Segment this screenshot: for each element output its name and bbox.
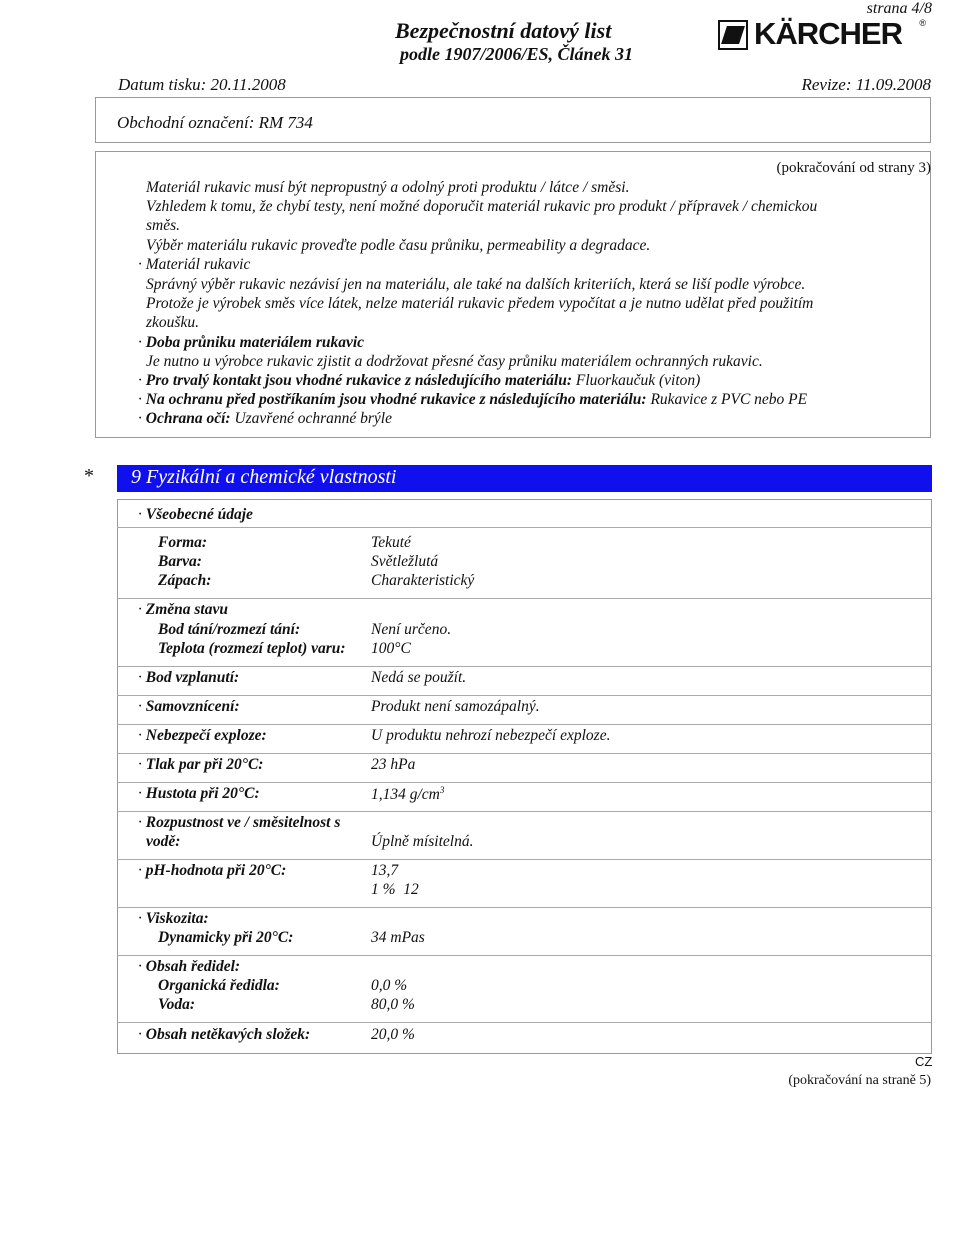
nonvolatile-label: · Obsah netěkavých složek: [138,1026,311,1043]
language-code: CZ [915,1054,933,1069]
trade-name: Obchodní označení: RM 734 [117,113,313,132]
glove-material-text: Správný výběr rukavic nezávisí jen na materiálu, ale také na dalších kriteriích, která se liší podle výrobce. [146,276,806,293]
viscosity-heading-text: Viskozita: [145,910,209,927]
dynamic-viscosity-value: 34 mPas [371,929,425,946]
viscosity-heading: · Viskozita: [138,910,209,927]
flash-point-label-text: Bod vzplanutí: [145,669,240,686]
divider [117,666,932,667]
solvent-heading: · Obsah ředidel: [138,958,241,975]
karcher-logo [718,16,926,51]
state-change-heading: · Změna stavu [138,601,228,618]
solvent-heading-text: Obsah ředidel: [145,958,241,975]
divider [117,1022,932,1023]
solubility-value: Úplně mísitelná. [371,833,474,850]
self-ignition-label: · Samovznícení: [138,698,240,715]
karcher-logo-icon [718,20,748,50]
water-value: 80,0 % [371,996,415,1013]
gloves-text-line: Vzhledem k tomu, že chybí testy, není možné doporučit materiál rukavic pro produkt / přípravek / chemickou [146,198,818,215]
density-label-text: Hustota při 20°C: [145,785,260,802]
divider [117,753,932,754]
breakthrough-heading: · Doba průniku materiálem rukavic [138,334,365,351]
ph-value-dilution: 1 % 12 [371,881,419,898]
continued-to-label: (pokračování na straně 5) [788,1073,931,1088]
divider [117,598,932,599]
organic-solvent-label: Organická ředidla: [158,977,280,994]
melting-label: Bod tání/rozmezí tání: [158,621,301,638]
splash-protection-value: Rukavice z PVC nebo PE [650,391,808,408]
organic-solvent-value: 0,0 % [371,977,408,994]
odor-label: Zápach: [158,572,212,589]
divider [117,811,932,812]
page-number: strana 4/8 [866,0,932,17]
breakthrough-text: Je nutno u výrobce rukavic zjistit a dodržovat přesné časy průniku materiálem ochranných rukavic. [146,353,763,370]
permanent-contact-value: Fluorkaučuk (viton) [575,372,701,389]
general-heading-text: Všeobecné údaje [145,506,253,523]
breakthrough-heading-text: Doba průniku materiálem rukavic [145,334,365,351]
brand-name: KÄRCHER [754,16,902,51]
density-value [371,785,444,804]
melting-value: Není určeno. [371,621,452,638]
boiling-value: 100°C [371,640,411,657]
self-ignition-value: Produkt není samozápalný. [371,698,540,715]
eye-protection-label: Ochrana očí: [145,410,231,427]
solubility-label-text: Rozpustnost ve / směsitelnost s [145,814,341,831]
divider [117,527,932,528]
section-9-title: 9 Fyzikální a chemické vlastnosti [131,466,397,488]
general-heading: · Všeobecné údaje [138,506,253,523]
self-ignition-label-text: Samovznícení: [145,698,240,715]
ph-value: 13,7 [371,862,399,879]
vapor-pressure-label: · Tlak par při 20°C: [138,756,264,773]
color-label: Barva: [158,553,202,570]
registered-mark: ® [919,18,926,28]
revision-date: Revize: 11.09.2008 [801,75,931,94]
gloves-text-line: Výběr materiálu rukavic proveďte podle času průniku, permeability a degradace. [146,237,651,254]
document-subtitle: podle 1907/2006/ES, Článek 31 [400,44,634,64]
vapor-pressure-label-text: Tlak par při 20°C: [145,756,264,773]
vapor-pressure-value: 23 hPa [371,756,416,773]
nonvolatile-value: 20,0 % [371,1026,415,1043]
glove-material-text: zkoušku. [146,314,199,331]
explosion-label-text: Nebezpečí exploze: [145,727,267,744]
dynamic-viscosity-label: Dynamicky při 20°C: [158,929,294,946]
density-exponent: 3 [439,785,445,795]
odor-value: Charakteristický [371,572,475,589]
color-value: Světležlutá [371,553,439,570]
explosion-label: · Nebezpečí exploze: [138,727,267,744]
eye-protection-value: Uzavřené ochranné brýle [234,410,392,427]
explosion-value: U produktu nehrozí nebezpečí exploze. [371,727,611,744]
permanent-contact-line: · Pro trvalý kontakt jsou vhodné rukavice z následujícího materiálu: Fluorkaučuk (viton) [138,372,701,389]
glove-material-text: Protože je výrobek směs více látek, nelze materiál rukavic předem vypočítat a je nutno udělat před použitím [146,295,814,312]
divider [117,724,932,725]
print-date: Datum tisku: 20.11.2008 [118,75,286,94]
glove-material-heading: · Materiál rukavic [138,256,251,273]
continued-from-label: (pokračování od strany 3) [776,160,931,176]
nonvolatile-label-text: Obsah netěkavých složek: [145,1026,311,1043]
splash-protection-label: Na ochranu před postříkaním jsou vhodné rukavice z následujícího materiálu: [145,391,647,408]
divider [117,782,932,783]
density-number: 1,134 g/cm [371,786,440,804]
density-label: · Hustota při 20°C: [138,785,260,802]
revision-marker: * [84,465,94,487]
state-change-heading-text: Změna stavu [145,601,228,618]
ph-label: · pH-hodnota při 20°C: [138,862,287,879]
glove-material-heading-text: Materiál rukavic [145,256,251,273]
divider [117,907,932,908]
document-title: Bezpečnostní datový list [395,18,612,43]
gloves-text-line: směs. [146,217,181,234]
form-label: Forma: [158,534,208,551]
divider [117,859,932,860]
splash-protection-line: · Na ochranu před postříkaním jsou vhodné rukavice z následujícího materiálu: Rukavice z PVC nebo PE [138,391,808,408]
ph-label-text: pH-hodnota při 20°C: [145,862,287,879]
eye-protection-line: · Ochrana očí: Uzavřené ochranné brýle [138,410,392,427]
gloves-text-line: Materiál rukavic musí být nepropustný a odolný proti produktu / látce / směsi. [146,179,630,196]
flash-point-label: · Bod vzplanutí: [138,669,240,686]
boiling-label: Teplota (rozmezí teplot) varu: [158,640,346,657]
water-label: Voda: [158,996,196,1013]
solubility-label-continued: vodě: [146,833,181,850]
solubility-label: · Rozpustnost ve / směsitelnost s [138,814,341,831]
divider [117,955,932,956]
form-value: Tekuté [371,534,411,551]
divider [117,695,932,696]
permanent-contact-label: Pro trvalý kontakt jsou vhodné rukavice z následujícího materiálu: [145,372,573,389]
flash-point-value: Nedá se použít. [371,669,467,686]
